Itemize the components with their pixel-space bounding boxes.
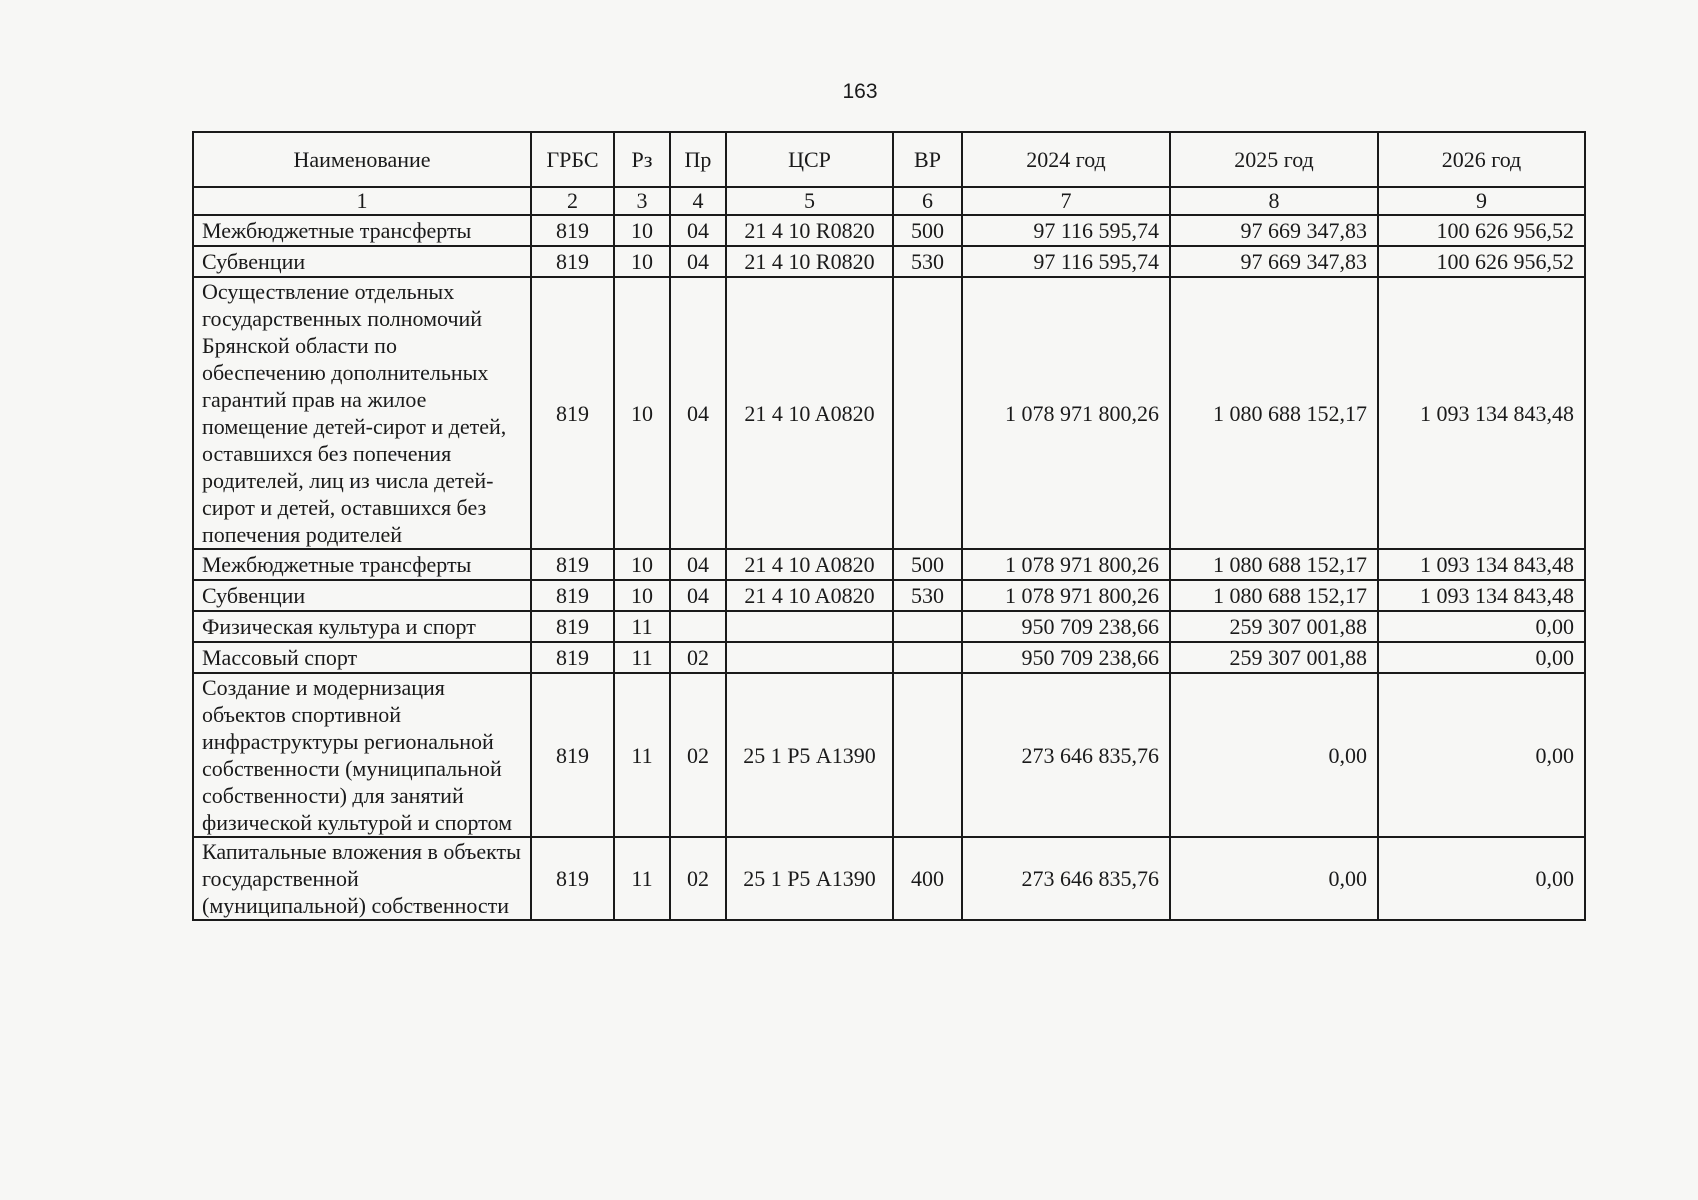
cell-vr: 530	[893, 246, 962, 277]
cell-vr	[893, 277, 962, 549]
table-row	[193, 673, 1585, 837]
header-rz: Рз	[614, 132, 670, 187]
cell-csr: 25 1 Р5 А1390	[726, 673, 893, 837]
column-number: 5	[726, 187, 893, 215]
column-number: 8	[1170, 187, 1378, 215]
column-number: 3	[614, 187, 670, 215]
cell-pr: 04	[670, 549, 726, 580]
cell-grbs: 819	[531, 642, 614, 673]
header-row	[193, 132, 1585, 187]
cell-2024: 273 646 835,76	[962, 673, 1170, 837]
header-2024: 2024 год	[962, 132, 1170, 187]
cell-name: Осуществление отдельных государственных полномочий Брянской области по обеспечению дополнительных гарантий прав на жилое помещение детей-сирот и детей, оставшихся без попечения родителей, лиц из числа детей-сирот и детей, оставшихся без попечения родителей	[193, 277, 531, 549]
table-row	[193, 611, 1585, 642]
cell-2024: 950 709 238,66	[962, 642, 1170, 673]
cell-pr	[670, 611, 726, 642]
cell-vr	[893, 673, 962, 837]
cell-vr: 500	[893, 215, 962, 246]
header-grbs: ГРБС	[531, 132, 614, 187]
cell-csr	[726, 611, 893, 642]
page-number: 163	[842, 80, 878, 103]
cell-grbs: 819	[531, 277, 614, 549]
cell-vr: 530	[893, 580, 962, 611]
cell-2025: 1 080 688 152,17	[1170, 277, 1378, 549]
cell-pr: 04	[670, 215, 726, 246]
table-row	[193, 215, 1585, 246]
cell-pr: 04	[670, 246, 726, 277]
cell-grbs: 819	[531, 837, 614, 920]
cell-pr: 02	[670, 642, 726, 673]
cell-2025: 0,00	[1170, 837, 1378, 920]
column-number: 7	[962, 187, 1170, 215]
table-row	[193, 642, 1585, 673]
cell-2026: 0,00	[1378, 837, 1585, 920]
column-number: 9	[1378, 187, 1585, 215]
table-row	[193, 580, 1585, 611]
cell-2024: 1 078 971 800,26	[962, 277, 1170, 549]
cell-name: Субвенции	[193, 580, 531, 611]
cell-2024: 97 116 595,74	[962, 215, 1170, 246]
header-csr: ЦСР	[726, 132, 893, 187]
budget-table	[192, 131, 1586, 921]
cell-csr: 25 1 Р5 А1390	[726, 837, 893, 920]
cell-rz: 11	[614, 611, 670, 642]
column-number: 4	[670, 187, 726, 215]
cell-2025: 1 080 688 152,17	[1170, 580, 1378, 611]
cell-2024: 1 078 971 800,26	[962, 549, 1170, 580]
cell-2025: 259 307 001,88	[1170, 611, 1378, 642]
cell-2024: 950 709 238,66	[962, 611, 1170, 642]
cell-rz: 10	[614, 277, 670, 549]
cell-grbs: 819	[531, 673, 614, 837]
cell-csr: 21 4 10 R0820	[726, 215, 893, 246]
cell-vr: 400	[893, 837, 962, 920]
cell-grbs: 819	[531, 215, 614, 246]
cell-2026: 0,00	[1378, 611, 1585, 642]
column-numbers-row	[193, 187, 1585, 215]
cell-csr: 21 4 10 A0820	[726, 580, 893, 611]
cell-2026: 1 093 134 843,48	[1378, 580, 1585, 611]
cell-csr	[726, 642, 893, 673]
cell-name: Межбюджетные трансферты	[193, 549, 531, 580]
cell-rz: 11	[614, 837, 670, 920]
cell-vr: 500	[893, 549, 962, 580]
table-body	[193, 187, 1585, 920]
cell-pr: 02	[670, 673, 726, 837]
cell-name: Капитальные вложения в объекты государственной (муниципальной) собственности	[193, 837, 531, 920]
cell-grbs: 819	[531, 611, 614, 642]
cell-2024: 273 646 835,76	[962, 837, 1170, 920]
cell-2026: 100 626 956,52	[1378, 215, 1585, 246]
header-pr: Пр	[670, 132, 726, 187]
cell-rz: 10	[614, 549, 670, 580]
cell-csr: 21 4 10 A0820	[726, 277, 893, 549]
cell-2025: 259 307 001,88	[1170, 642, 1378, 673]
header-2026: 2026 год	[1378, 132, 1585, 187]
cell-pr: 04	[670, 277, 726, 549]
header-name: Наименование	[193, 132, 531, 187]
table-row	[193, 277, 1585, 549]
cell-csr: 21 4 10 R0820	[726, 246, 893, 277]
cell-vr	[893, 642, 962, 673]
cell-name: Межбюджетные трансферты	[193, 215, 531, 246]
cell-name: Создание и модернизация объектов спортивной инфраструктуры региональной собственности (муниципальной собственности) для занятий физической культурой и спортом	[193, 673, 531, 837]
column-number: 6	[893, 187, 962, 215]
budget-table-container	[192, 131, 1584, 921]
table-row	[193, 549, 1585, 580]
cell-name: Субвенции	[193, 246, 531, 277]
header-vr: ВР	[893, 132, 962, 187]
cell-2026: 1 093 134 843,48	[1378, 549, 1585, 580]
cell-rz: 10	[614, 580, 670, 611]
column-number: 2	[531, 187, 614, 215]
cell-csr: 21 4 10 A0820	[726, 549, 893, 580]
cell-name: Физическая культура и спорт	[193, 611, 531, 642]
cell-2026: 1 093 134 843,48	[1378, 277, 1585, 549]
cell-2025: 97 669 347,83	[1170, 246, 1378, 277]
cell-pr: 02	[670, 837, 726, 920]
cell-2026: 100 626 956,52	[1378, 246, 1585, 277]
cell-pr: 04	[670, 580, 726, 611]
cell-name: Массовый спорт	[193, 642, 531, 673]
cell-2025: 97 669 347,83	[1170, 215, 1378, 246]
cell-2026: 0,00	[1378, 673, 1585, 837]
header-2025: 2025 год	[1170, 132, 1378, 187]
cell-2024: 97 116 595,74	[962, 246, 1170, 277]
cell-grbs: 819	[531, 580, 614, 611]
cell-rz: 11	[614, 642, 670, 673]
cell-rz: 10	[614, 215, 670, 246]
cell-2024: 1 078 971 800,26	[962, 580, 1170, 611]
column-number: 1	[193, 187, 531, 215]
cell-grbs: 819	[531, 549, 614, 580]
cell-rz: 11	[614, 673, 670, 837]
cell-2026: 0,00	[1378, 642, 1585, 673]
cell-2025: 1 080 688 152,17	[1170, 549, 1378, 580]
cell-grbs: 819	[531, 246, 614, 277]
cell-rz: 10	[614, 246, 670, 277]
table-row	[193, 246, 1585, 277]
table-row	[193, 837, 1585, 920]
cell-2025: 0,00	[1170, 673, 1378, 837]
cell-vr	[893, 611, 962, 642]
